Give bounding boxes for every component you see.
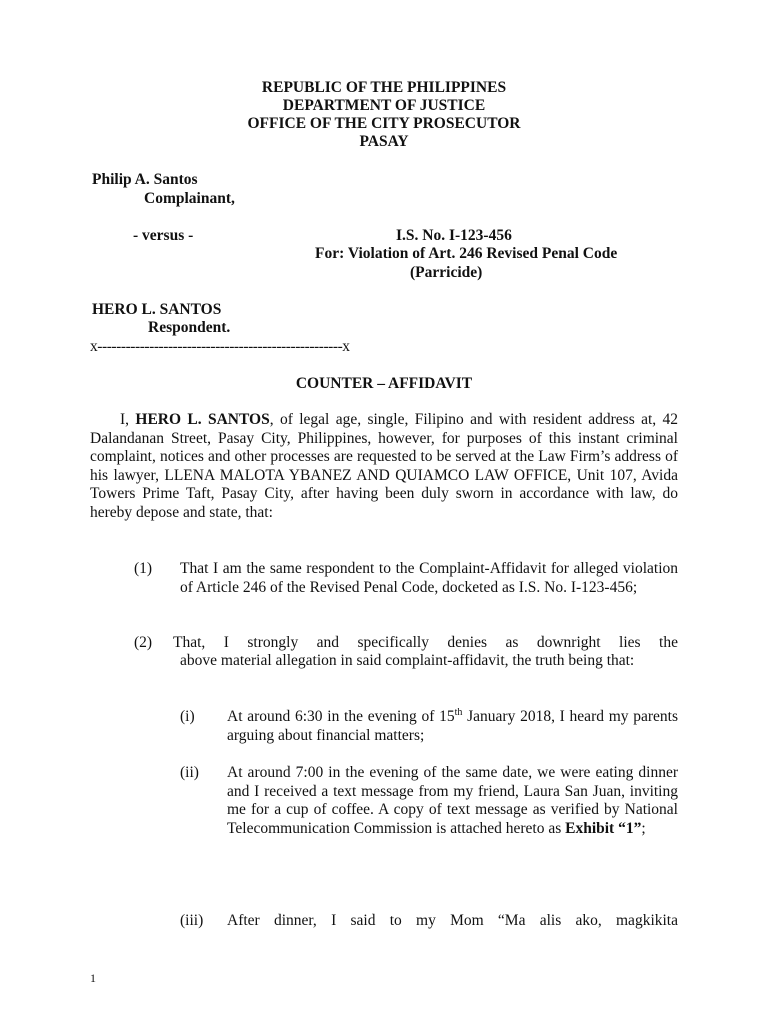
subitem-ii-end: ;: [641, 819, 646, 837]
affiant-name: HERO L. SANTOS: [135, 411, 270, 428]
complainant-name: Philip A. Santos: [92, 171, 198, 188]
intro-start: I,: [120, 411, 136, 428]
header-line-republic: REPUBLIC OF THE PHILIPPINES: [261, 79, 507, 96]
subitem-i-text-a: At around 6:30 in the evening of 15: [227, 708, 455, 725]
item-1-marker: (1): [134, 560, 153, 577]
subitem-ii-text: [227, 764, 678, 838]
item-2-first-line: That, I strongly and specifically denies as downright lies the: [173, 634, 678, 651]
subitem-iii-text: After dinner, I said to my Mom “Ma alis ako, magkikita: [227, 912, 678, 929]
subitem-i-text: [227, 708, 678, 745]
header-line-department: DEPARTMENT OF JUSTICE: [282, 97, 486, 114]
item-2-text: above material allegation in said complaint-affidavit, the truth being that:: [180, 652, 635, 669]
respondent-role: Respondent.: [148, 319, 231, 336]
versus-label: - versus -: [133, 227, 194, 244]
subitem-iii-marker: (iii): [180, 912, 204, 929]
subitem-i-ordinal: th: [454, 706, 463, 718]
page-number: 1: [90, 971, 96, 985]
header-line-city: PASAY: [359, 133, 409, 150]
respondent-name: HERO L. SANTOS: [92, 301, 222, 318]
item-1-text: That I am the same respondent to the Complaint-Affidavit for alleged violation of Article 246 of the Revised Penal Code, docketed as I.S. No. I-123-456;: [180, 560, 678, 596]
intro-paragraph: [90, 411, 678, 522]
offense-note: (Parricide): [410, 264, 483, 281]
item-2-marker: (2): [134, 634, 153, 651]
subitem-ii-body: At around 7:00 in the evening of the same date, we were eating dinner and I received a text message from my friend, Laura San Juan, inviting me for a cup of coffee. A copy of text message as verified by National Telecommunication Commission is attached hereto as: [227, 764, 678, 837]
offense-description: For: Violation of Art. 246 Revised Penal Code: [315, 245, 618, 262]
header-line-office: OFFICE OF THE CITY PROSECUTOR: [247, 115, 521, 132]
intro-text: , of legal age, single, Filipino and with resident address at, 42 Dalandanan Street, Pasay City, Philippines, however, for purposes of this instant criminal complaint, notices and other processes are requested to be served at the Law Firm’s address of his lawyer, LLENA MALOTA YBANEZ AND QUIAMCO LAW OFFICE, Unit 107, Avida Towers Prime Taft, Pasay City, after having been duly sworn in accordance with law, do hereby depose and state, that:: [90, 411, 678, 521]
subitem-i-text-b: January 2018, I heard my parents arguing about financial matters;: [227, 708, 678, 744]
exhibit-label: Exhibit “1”: [565, 819, 642, 837]
caption-separator: x----------------------------------------------------x: [90, 338, 350, 355]
subitem-ii-marker: (ii): [180, 764, 199, 781]
case-number: I.S. No. I-123-456: [396, 227, 512, 244]
subitem-i-marker: (i): [180, 708, 195, 725]
complainant-role: Complainant,: [144, 190, 235, 207]
document-title: COUNTER – AFFIDAVIT: [295, 375, 473, 392]
